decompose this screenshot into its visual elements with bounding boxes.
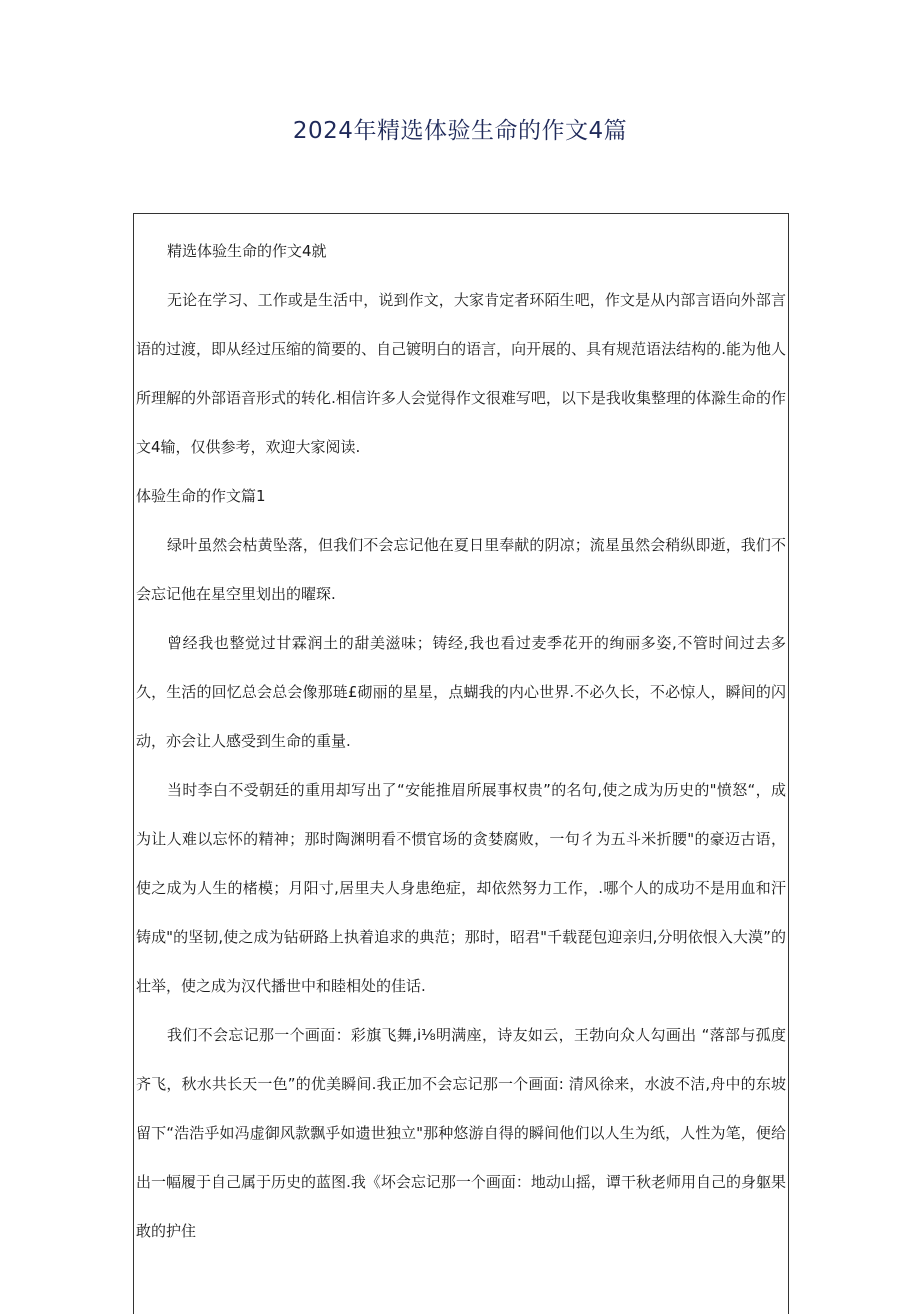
essay-subtitle: 精选体验生命的作文4就 bbox=[167, 242, 327, 260]
body-paragraph: 当时李白不受朝廷的重用却写出了“安能推眉所展事权贵”的名句,使之成为历史的"愤怒“，成为让人难以忘怀的精神；那时陶渊明看不惯官场的贪婪腐败，一句彳为五斗米折腰"的豪迈古语，使之成为人生的楮模；月阳寸,居里夫人身患绝症，却依然努力工作，.哪个人的成功不是用血和汗铸成"的坚韧,使之成为钻研路上执着追求的典范；那时，昭君"千载琵包迎亲归,分明依恨入大漠”的壮举，使之成为汉代播世中和睦相处的佳话. bbox=[136, 781, 786, 995]
body-paragraph: 曾经我也整觉过甘霖润土的甜美滋味；铸经,我也看过麦季花开的绚丽多姿,不管时间过去多久，生活的回忆总会总会像那琏£砌丽的星星，点蝴我的内心世界.不必久长，不必惊人，瞬间的闪动，亦会让人感受到生命的重量. bbox=[136, 634, 786, 750]
body-paragraph: 我们不会忘记那一个画面：彩旗飞舞,i⅛明满座，诗友如云，王勃向众人勾画出 “落部与孤度齐飞，秋水共长天一色”的优美瞬间.我正加不会忘记那一个画面: 清风徐来，水波不洁,舟中的东坡留下“浩浩乎如冯虚御风款飘乎如遗世独立"那种悠游自得的瞬间他们以人生为纸，人性为笔，便给出一幅履于自己属于历史的蓝图.我《坏会忘记那一个画面：地动山摇，谭干秋老师用自己的身躯果敢的护住 bbox=[136, 1026, 786, 1240]
body-paragraph: 绿叶虽然会枯黄坠落，但我们不会忘记他在夏日里奉献的阴凉；流星虽然会稍纵即逝，我们不会忘记他在星空里划出的曜琛. bbox=[136, 536, 786, 603]
section-heading: 体验生命的作文篇1 bbox=[136, 487, 266, 505]
document-title: 2024年精选体验生命的作文4篇 bbox=[292, 118, 628, 144]
intro-paragraph: 无论在学习、工作或是生活中，说到作文，大家肯定者环陌生吧，作文是从内部言语向外部言语的过渡，即从经过压缩的简要的、自己镀明白的语言，向开展的、具有规范语法结构的.能为他人所理解的外部语音形式的转化.相信许多人会觉得作文很难写吧，以下是我收集整理的体滁生命的作文4输，仅供参考，欢迎大家阅读. bbox=[136, 291, 786, 456]
document-body bbox=[136, 227, 786, 1256]
